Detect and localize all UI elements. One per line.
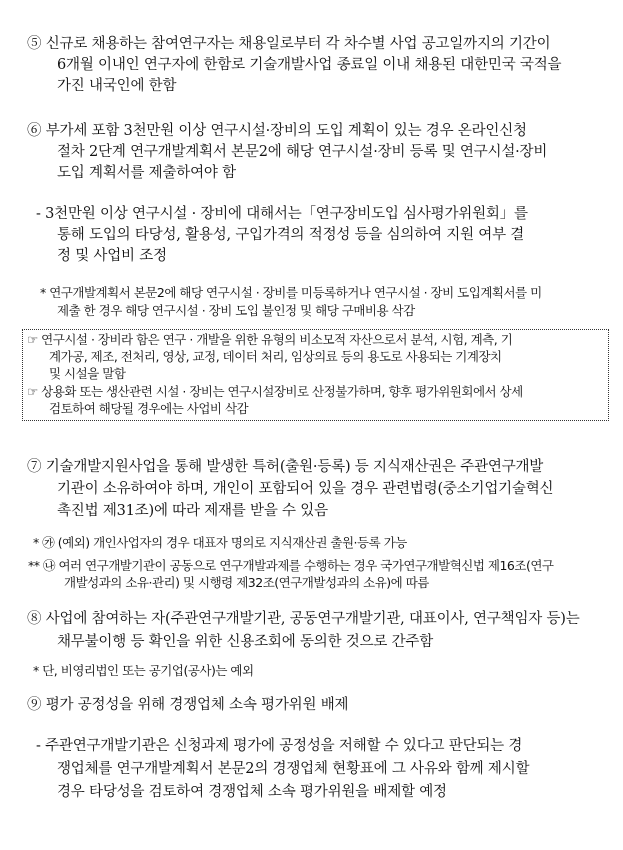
- item-8-footnote-1: * 단, 비영리법인 또는 공기업(공사)는 예외: [33, 663, 254, 678]
- item-6-line-2: 절차 2단계 연구개발계획서 본문2에 해당 연구시설·장비 등록 및 연구시설·장비: [57, 144, 548, 160]
- item-6-dash-line-1: - 3천만원 이상 연구시설 · 장비에 대해서는「연구장비도입 심사평가위원회」를: [36, 206, 528, 222]
- note-1-line-1: ☞ 연구시설 · 장비라 함은 연구 · 개발을 위한 유형의 비소모적 자산으로서 분석, 시험, 계측, 기: [27, 332, 513, 347]
- item-9-dash-line-2: 쟁업체를 연구개발계획서 본문2의 경쟁업체 현황표에 그 사유와 함께 제시할: [57, 761, 530, 777]
- note-1-line-2: 계가공, 제조, 전처리, 영상, 교정, 데이터 처리, 임상의료 등의 용도로 사용되는 기계장치: [49, 349, 502, 364]
- item-7-line-1: ⑦ 기술개발지원사업을 통해 발생한 특허(출원·등록) 등 지식재산권은 주관연구개발: [27, 459, 544, 475]
- note-1-line-3: 및 시설을 말함: [49, 366, 126, 381]
- item-7-line-2: 기관이 소유하여야 하며, 개인이 포함되어 있을 경우 관련법령(중소기업기술혁신: [57, 481, 554, 497]
- item-5-line-1: ⑤ 신규로 채용하는 참여연구자는 채용일로부터 각 차수별 사업 공고일까지의 기간이: [27, 36, 551, 52]
- item-6-line-3: 도입 계획서를 제출하여야 함: [57, 165, 236, 181]
- item-7-line-3: 촉진법 제31조)에 따라 제재를 받을 수 있음: [57, 503, 328, 519]
- item-6-dash-line-2: 통해 도입의 타당성, 활용성, 구입가격의 적정성 등을 심의하여 지원 여부 결: [57, 227, 525, 243]
- item-7-footnote-2-line-2: 개발성과의 소유·관리) 및 시행령 제32조(연구개발성과의 소유)에 따름: [64, 575, 429, 590]
- item-5-line-3: 가진 내국인에 한함: [57, 78, 177, 94]
- item-5-line-2: 6개월 이내인 연구자에 한함로 기술개발사업 종료일 이내 채용된 대한민국 국적을: [57, 57, 562, 73]
- item-6-dash-line-3: 정 및 사업비 조정: [57, 248, 167, 264]
- item-9-dash-line-3: 경우 타당성을 검토하여 경쟁업체 소속 평가위원을 배제할 예정: [57, 784, 447, 800]
- item-7-footnote-1: * ㉮ (예외) 개인사업자의 경우 대표자 명의로 지식재산권 출원·등록 가능: [33, 535, 407, 550]
- item-9-line-1: ⑨ 평가 공정성을 위해 경쟁업체 소속 평가위원 배제: [27, 697, 349, 713]
- item-6-footnote-line-1: * 연구개발계획서 본문2에 해당 연구시설 · 장비를 미등록하거나 연구시설 · 장비 도입계획서를 미: [40, 285, 542, 300]
- item-8-line-2: 채무불이행 등 확인을 위한 신용조회에 동의한 것으로 간주함: [57, 634, 434, 650]
- item-7-footnote-2-line-1: ** ㉯ 여러 연구개발기관이 공동으로 연구개발과제를 수행하는 경우 국가연구개발혁신법 제16조(연구: [28, 558, 554, 573]
- item-6-line-1: ⑥ 부가세 포함 3천만원 이상 연구시설·장비의 도입 계획이 있는 경우 온라인신청: [27, 123, 527, 139]
- item-9-dash-line-1: - 주관연구개발기관은 신청과제 평가에 공정성을 저해할 수 있다고 판단되는 경: [36, 738, 523, 754]
- note-2-line-2: 검토하여 해당될 경우에는 사업비 삭감: [49, 401, 249, 416]
- item-8-line-1: ⑧ 사업에 참여하는 자(주관연구개발기관, 공동연구개발기관, 대표이사, 연구책임자 등)는: [27, 611, 580, 627]
- note-2-line-1: ☞ 상용화 또는 생산관련 시설 · 장비는 연구시설장비로 산정불가하며, 향후 평가위원회에서 상세: [27, 384, 523, 399]
- item-6-footnote-line-2: 제출 한 경우 해당 연구시설 · 장비 도입 불인정 및 해당 구매비용 삭감: [57, 303, 415, 318]
